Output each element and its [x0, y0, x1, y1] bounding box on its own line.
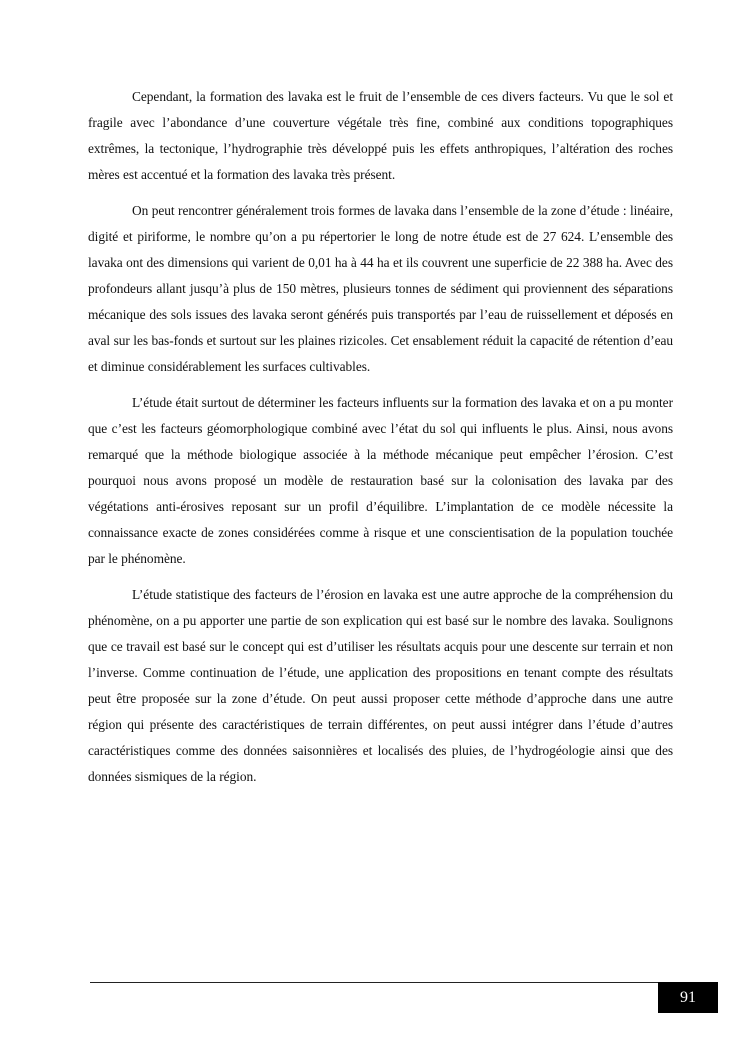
paragraph: L’étude statistique des facteurs de l’érosion en lavaka est une autre approche de la compréhension du phénomène, on a pu apporter une partie de son explication qui est basé sur le nombre des lavaka. Soulignons que ce travail est basé sur le concept qui est d’utiliser les résultats acquis pour une descente sur terrain et non l’inverse. Comme continuation de l’étude, une application des propositions en tenant compte des résultats peut être proposée sur la zone d’étude. On peut aussi proposer cette méthode d’approche dans une autre région qui présente des caractéristiques de terrain différentes, on peut aussi intégrer dans l’étude d’autres caractéristiques comme des données saisonnières et localisés des pluies, de l’hydrogéologie ainsi que des données sismiques de la région.: [88, 587, 673, 784]
page-body: [88, 84, 673, 800]
paragraph: L’étude était surtout de déterminer les facteurs influents sur la formation des lavaka et on a pu monter que c’est les facteurs géomorphologique combiné avec l’état du sol qui influents le plus. Ainsi, nous avons remarqué que la méthode biologique associée à la méthode mécanique peut empêcher l’érosion. C’est pourquoi nous avons proposé un modèle de restauration basé sur la colonisation des lavaka par des végétations anti-érosives reposant sur un profil d’équilibre. L’implantation de ce modèle nécessite la connaissance exacte de zones considérées comme à risque et une conscientisation de la population touchée par le phénomène.: [88, 395, 673, 566]
paragraph: On peut rencontrer généralement trois formes de lavaka dans l’ensemble de la zone d’étude : linéaire, digité et piriforme, le nombre qu’on a pu répertorier le long de notre étude est de 27 624. L’ensemble des lavaka ont des dimensions qui varient de 0,01 ha à 44 ha et ils couvrent une superficie de 22 388 ha. Avec des profondeurs allant jusqu’à plus de 150 mètres, plusieurs tonnes de sédiment qui proviennent des séparations mécanique des sols issues des lavaka seront générés puis transportés par l’eau de ruissellement et déposés en aval sur les bas-fonds et surtout sur les plaines rizicoles. Cet ensablement réduit la capacité de rétention d’eau et diminue considérablement les surfaces cultivables.: [88, 203, 673, 374]
page-number: 91: [658, 982, 718, 1013]
paragraph: Cependant, la formation des lavaka est le fruit de l’ensemble de ces divers facteurs. Vu que le sol et fragile avec l’abondance d’une couverture végétale très fine, combiné aux conditions topographiques extrêmes, la tectonique, l’hydrographie très développé puis les effets anthropiques, l’altération des roches mères est accentué et la formation des lavaka très présent.: [88, 89, 673, 182]
footer-rule: [90, 982, 658, 983]
